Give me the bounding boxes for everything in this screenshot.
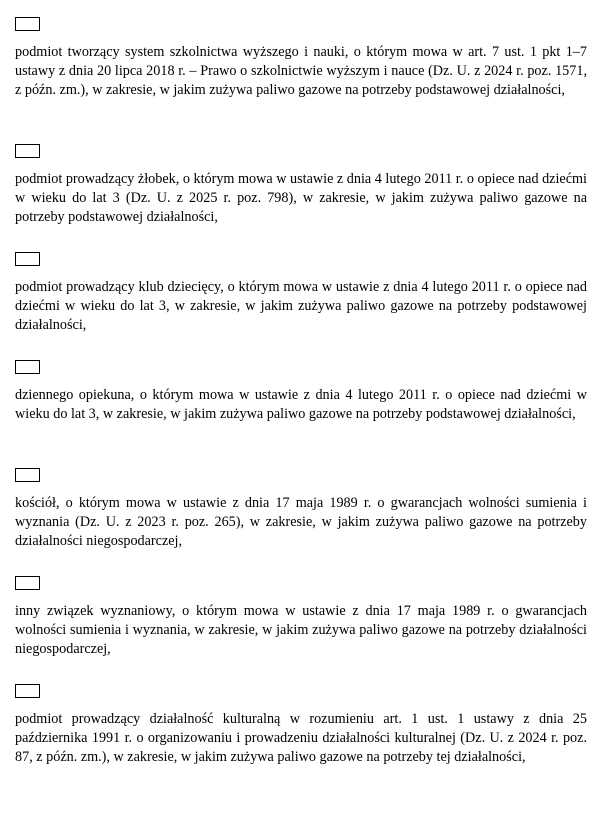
option-item-higher-education xyxy=(15,17,587,100)
option-text: podmiot prowadzący żłobek, o którym mowa w ustawie z dnia 4 lutego 2011 r. o opiece nad dziećmi w wieku do lat 3 (Dz. U. z 2025 r. poz. 798), w zakresie, w jakim zużywa paliwo gazowe na potrzeby podstawowej działalności, xyxy=(15,171,587,225)
option-checkbox[interactable] xyxy=(15,360,40,374)
option-item-nursery xyxy=(15,144,587,227)
option-item-church xyxy=(15,468,587,551)
option-checkbox[interactable] xyxy=(15,684,40,698)
option-checkbox[interactable] xyxy=(15,17,40,31)
option-text: kościół, o którym mowa w ustawie z dnia 17 maja 1989 r. o gwarancjach wolności sumienia i wyznania (Dz. U. z 2023 r. poz. 265), w zakresie, w jakim zużywa paliwo gazowe na potrzeby działalności niegospodarczej, xyxy=(15,495,587,549)
option-item-cultural-activity xyxy=(15,684,587,767)
option-checkbox[interactable] xyxy=(15,252,40,266)
option-item-day-carer xyxy=(15,360,587,424)
option-checkbox[interactable] xyxy=(15,576,40,590)
option-checkbox[interactable] xyxy=(15,468,40,482)
option-item-religious-association xyxy=(15,576,587,659)
option-checkbox[interactable] xyxy=(15,144,40,158)
option-text: inny związek wyznaniowy, o którym mowa w ustawie z dnia 17 maja 1989 r. o gwarancjach wolności sumienia i wyznania, w zakresie, w jakim zużywa paliwo gazowe na potrzeby działalności niegospodarczej, xyxy=(15,603,587,657)
option-text: podmiot prowadzący klub dziecięcy, o którym mowa w ustawie z dnia 4 lutego 2011 r. o opiece nad dziećmi w wieku do lat 3, w zakresie, w jakim zużywa paliwo gazowe na potrzeby podstawowej działalności, xyxy=(15,279,587,333)
option-item-children-club xyxy=(15,252,587,335)
option-text: podmiot prowadzący działalność kulturalną w rozumieniu art. 1 ust. 1 ustawy z dnia 25 października 1991 r. o organizowaniu i prowadzeniu działalności kulturalnej (Dz. U. z 2024 r. poz. 87, z późn. zm.), w zakresie, w jakim zużywa paliwo gazowe na potrzeby tej działalności, xyxy=(15,711,587,765)
option-text: dziennego opiekuna, o którym mowa w ustawie z dnia 4 lutego 2011 r. o opiece nad dziećmi w wieku do lat 3, w zakresie, w jakim zużywa paliwo gazowe na potrzeby podstawowej działalności, xyxy=(15,387,587,422)
option-text: podmiot tworzący system szkolnictwa wyższego i nauki, o którym mowa w art. 7 ust. 1 pkt 1–7 ustawy z dnia 20 lipca 2018 r. – Prawo o szkolnictwie wyższym i nauce (Dz. U. z 2024 r. poz. 1571, z późn. zm.), w zakresie, w jakim zużywa paliwo gazowe na potrzeby podstawowej działalności, xyxy=(15,44,587,98)
